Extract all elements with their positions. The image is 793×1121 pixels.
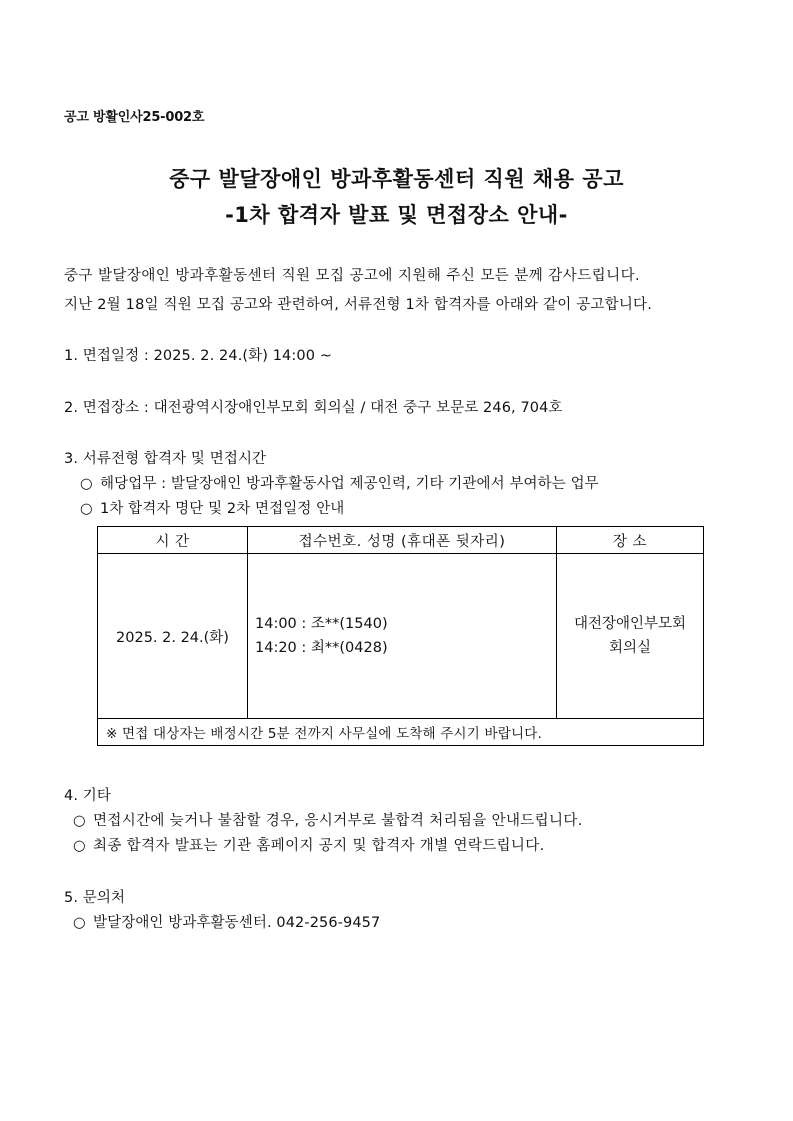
- intro-line-2: 지난 2월 18일 직원 모집 공고와 관련하여, 서류전형 1차 합격자를 아래와 같이 공고합니다.: [64, 297, 653, 313]
- table-header-row: [98, 527, 704, 554]
- section-2-interview-location: 2. 면접장소 : 대전광역시장애인부모회 회의실 / 대전 중구 보문로 246, 704호: [64, 400, 563, 416]
- section-4-heading: 4. 기타: [64, 788, 111, 804]
- table-note-row: [98, 719, 704, 746]
- bullet-circle: ○: [73, 813, 87, 829]
- candidate-1: 14:00 : 조**(1540): [255, 616, 388, 632]
- section-4-bullet-absence: [73, 809, 583, 830]
- bullet-text: 최종 합격자 발표는 기관 홈페이지 공지 및 합격자 개별 연락드립니다.: [93, 838, 545, 854]
- bullet-text: 1차 합격자 명단 및 2차 면접일정 안내: [100, 501, 345, 517]
- bullet-text: 해당업무 : 발달장애인 방과후활동사업 제공인력, 기타 기관에서 부여하는 업무: [100, 476, 599, 492]
- section-1-interview-schedule: 1. 면접일정 : 2025. 2. 24.(화) 14:00 ~: [64, 348, 332, 364]
- title-line-2: -1차 합격자 발표 및 면접장소 안내-: [225, 203, 568, 227]
- bullet-circle: ○: [73, 838, 87, 854]
- intro-line-1: 중구 발달장애인 방과후활동센터 직원 모집 공고에 지원해 주신 모든 분께 감사드립니다.: [64, 268, 641, 284]
- bullet-circle: ○: [80, 501, 93, 517]
- table-note: ※ 면접 대상자는 배정시간 5분 전까지 사무실에 도착해 주시기 바랍니다.: [98, 719, 704, 746]
- table-cell-date: 2025. 2. 24.(화): [98, 554, 248, 719]
- section-3-bullet-list: [80, 497, 344, 518]
- place-line-2: 회의실: [608, 640, 652, 656]
- bullet-circle: ○: [73, 915, 86, 931]
- section-4-bullet-final: [73, 834, 545, 855]
- bullet-text: 면접시간에 늦거나 불참할 경우, 응시거부로 불합격 처리됨을 안내드립니다.: [93, 813, 583, 829]
- section-5-heading: 5. 문의처: [64, 890, 126, 906]
- table-row: [98, 554, 704, 719]
- section-5-bullet-contact: [73, 911, 380, 932]
- bullet-circle: ○: [80, 476, 93, 492]
- section-3-heading: 3. 서류전형 합격자 및 면접시간: [64, 451, 267, 467]
- table-cell-place: [557, 554, 704, 719]
- interview-schedule-table: [97, 526, 704, 746]
- section-3-bullet-duty: [80, 472, 599, 493]
- candidate-2: 14:20 : 최**(0428): [255, 640, 388, 656]
- title-line-1: 중구 발달장애인 방과후활동센터 직원 채용 공고: [169, 167, 624, 191]
- table-header-place: 장 소: [557, 527, 704, 554]
- table-cell-candidates: [248, 554, 557, 719]
- table-header-time: 시 간: [98, 527, 248, 554]
- table-header-applicant: 접수번호. 성명 (휴대폰 뒷자리): [248, 527, 557, 554]
- place-line-1: 대전장애인부모회: [573, 616, 687, 632]
- contact-text: 발달장애인 방과후활동센터. 042-256-9457: [93, 915, 381, 931]
- document-number: 공고 방활인사25-002호: [64, 110, 205, 125]
